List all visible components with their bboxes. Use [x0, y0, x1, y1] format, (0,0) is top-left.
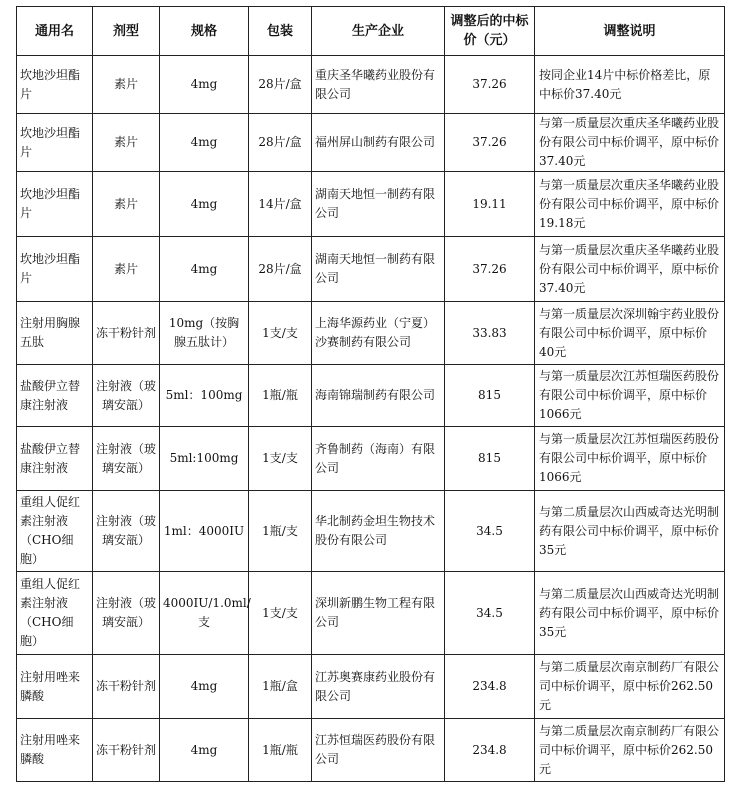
specification-cell: 1ml：4000IU	[160, 491, 249, 572]
packaging-cell: 1瓶/盒	[249, 655, 312, 719]
table-row	[17, 302, 725, 365]
table-row	[17, 655, 725, 719]
adjusted-price-cell: 33.83	[445, 302, 535, 365]
generic-name-cell: 注射用胸腺五肽	[17, 302, 93, 365]
dosage-form-cell: 注射液（玻璃安瓿）	[93, 491, 160, 572]
adjusted-price-cell: 37.26	[445, 237, 535, 302]
adjustment-note-cell: 与第二质量层次山西威奇达光明制药有限公司中标价调平，原中标价35元	[535, 572, 725, 655]
adjustment-note-cell: 与第二质量层次南京制药厂有限公司中标价调平，原中标价262.50元	[535, 719, 725, 782]
table-row	[17, 427, 725, 491]
dosage-form-cell: 冻干粉针剂	[93, 655, 160, 719]
generic-name-cell: 坎地沙坦酯片	[17, 114, 93, 172]
adjustment-note-cell: 与第一质量层次重庆圣华曦药业股份有限公司中标价调平，原中标价37.40元	[535, 237, 725, 302]
adjusted-price-cell: 234.8	[445, 719, 535, 782]
specification-cell: 4000IU/1.0ml/支	[160, 572, 249, 655]
adjusted-price-cell: 37.26	[445, 56, 535, 114]
manufacturer-cell: 深圳新鹏生物工程有限公司	[312, 572, 445, 655]
packaging-cell: 28片/盒	[249, 237, 312, 302]
dosage-form-cell: 注射液（玻璃安瓿）	[93, 572, 160, 655]
col-header-dosage-form: 剂型	[93, 7, 160, 56]
packaging-cell: 28片/盒	[249, 114, 312, 172]
specification-cell: 4mg	[160, 56, 249, 114]
col-header-packaging: 包装	[249, 7, 312, 56]
adjusted-price-cell: 815	[445, 365, 535, 427]
packaging-cell: 14片/盒	[249, 172, 312, 237]
packaging-cell: 1瓶/瓶	[249, 719, 312, 782]
adjustment-note-cell: 与第一质量层次深圳翰宇药业股份有限公司中标价调平，原中标价40元	[535, 302, 725, 365]
manufacturer-cell: 海南锦瑞制药有限公司	[312, 365, 445, 427]
dosage-form-cell: 冻干粉针剂	[93, 719, 160, 782]
specification-cell: 4mg	[160, 719, 249, 782]
specification-cell: 4mg	[160, 655, 249, 719]
specification-cell: 5ml：100mg	[160, 365, 249, 427]
dosage-form-cell: 素片	[93, 172, 160, 237]
table-row	[17, 172, 725, 237]
packaging-cell: 1支/支	[249, 572, 312, 655]
specification-cell: 4mg	[160, 172, 249, 237]
specification-cell: 10mg（按胸腺五肽计）	[160, 302, 249, 365]
price-adjustment-table	[16, 6, 725, 782]
table-row	[17, 114, 725, 172]
col-header-adjusted-price: 调整后的中标价（元）	[445, 7, 535, 56]
packaging-cell: 1瓶/瓶	[249, 365, 312, 427]
packaging-cell: 1支/支	[249, 302, 312, 365]
adjustment-note-cell: 与第一质量层次重庆圣华曦药业股份有限公司中标价调平，原中标价37.40元	[535, 114, 725, 172]
table-row	[17, 56, 725, 114]
generic-name-cell: 盐酸伊立替康注射液	[17, 365, 93, 427]
adjusted-price-cell: 19.11	[445, 172, 535, 237]
generic-name-cell: 注射用唑来膦酸	[17, 655, 93, 719]
adjustment-note-cell: 与第二质量层次山西威奇达光明制药有限公司中标价调平，原中标价35元	[535, 491, 725, 572]
specification-cell: 5ml:100mg	[160, 427, 249, 491]
table-row	[17, 491, 725, 572]
adjusted-price-cell: 37.26	[445, 114, 535, 172]
dosage-form-cell: 注射液（玻璃安瓿）	[93, 365, 160, 427]
dosage-form-cell: 素片	[93, 114, 160, 172]
adjusted-price-cell: 34.5	[445, 491, 535, 572]
generic-name-cell: 坎地沙坦酯片	[17, 237, 93, 302]
manufacturer-cell: 福州屏山制药有限公司	[312, 114, 445, 172]
dosage-form-cell: 注射液（玻璃安瓿）	[93, 427, 160, 491]
manufacturer-cell: 江苏奥赛康药业股份有限公司	[312, 655, 445, 719]
manufacturer-cell: 湖南天地恒一制药有限公司	[312, 172, 445, 237]
generic-name-cell: 坎地沙坦酯片	[17, 56, 93, 114]
adjusted-price-cell: 815	[445, 427, 535, 491]
generic-name-cell: 重组人促红素注射液（CHO细胞）	[17, 491, 93, 572]
col-header-generic-name: 通用名	[17, 7, 93, 56]
col-header-specification: 规格	[160, 7, 249, 56]
packaging-cell: 28片/盒	[249, 56, 312, 114]
packaging-cell: 1瓶/支	[249, 491, 312, 572]
adjusted-price-cell: 234.8	[445, 655, 535, 719]
manufacturer-cell: 齐鲁制药（海南）有限公司	[312, 427, 445, 491]
table-row	[17, 572, 725, 655]
manufacturer-cell: 湖南天地恒一制药有限公司	[312, 237, 445, 302]
header-row	[17, 7, 725, 56]
adjustment-note-cell: 与第一质量层次江苏恒瑞医药股份有限公司中标价调平，原中标价1066元	[535, 365, 725, 427]
table-row	[17, 365, 725, 427]
packaging-cell: 1支/支	[249, 427, 312, 491]
generic-name-cell: 注射用唑来膦酸	[17, 719, 93, 782]
adjustment-note-cell: 与第一质量层次江苏恒瑞医药股份有限公司中标价调平，原中标价1066元	[535, 427, 725, 491]
manufacturer-cell: 上海华源药业（宁夏）沙赛制药有限公司	[312, 302, 445, 365]
manufacturer-cell: 华北制药金坦生物技术股份有限公司	[312, 491, 445, 572]
table-row	[17, 719, 725, 782]
adjusted-price-cell: 34.5	[445, 572, 535, 655]
col-header-adjustment-note: 调整说明	[535, 7, 725, 56]
adjustment-note-cell: 与第二质量层次南京制药厂有限公司中标价调平，原中标价262.50元	[535, 655, 725, 719]
generic-name-cell: 盐酸伊立替康注射液	[17, 427, 93, 491]
manufacturer-cell: 重庆圣华曦药业股份有限公司	[312, 56, 445, 114]
generic-name-cell: 重组人促红素注射液（CHO细胞）	[17, 572, 93, 655]
specification-cell: 4mg	[160, 237, 249, 302]
adjustment-note-cell: 按同企业14片中标价格差比，原中标价37.40元	[535, 56, 725, 114]
dosage-form-cell: 素片	[93, 56, 160, 114]
adjustment-note-cell: 与第一质量层次重庆圣华曦药业股份有限公司中标价调平，原中标价19.18元	[535, 172, 725, 237]
manufacturer-cell: 江苏恒瑞医药股份有限公司	[312, 719, 445, 782]
generic-name-cell: 坎地沙坦酯片	[17, 172, 93, 237]
specification-cell: 4mg	[160, 114, 249, 172]
col-header-manufacturer: 生产企业	[312, 7, 445, 56]
dosage-form-cell: 素片	[93, 237, 160, 302]
table-row	[17, 237, 725, 302]
dosage-form-cell: 冻干粉针剂	[93, 302, 160, 365]
